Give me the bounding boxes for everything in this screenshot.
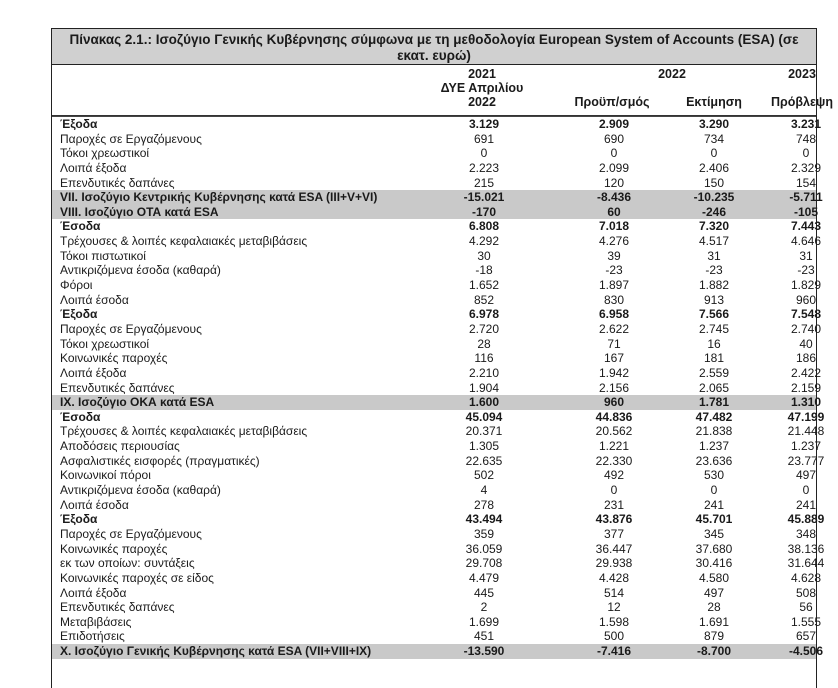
row-value: 4 — [480, 483, 488, 498]
row-value: -8.700 — [696, 644, 732, 659]
row-value: 497 — [703, 585, 725, 600]
row-value: 879 — [703, 629, 725, 644]
table-row — [52, 644, 824, 659]
row-value: 497 — [795, 468, 817, 483]
row-label: Φόροι — [60, 278, 93, 293]
header-2023-forecast: Πρόβλεψη — [771, 95, 833, 109]
table-header — [52, 65, 833, 116]
row-label: Έξοδα — [60, 117, 98, 131]
row-label: Επενδυτικές δαπάνες — [60, 600, 175, 615]
row-value: 514 — [603, 585, 625, 600]
row-value: 348 — [795, 526, 817, 541]
row-value: 492 — [603, 468, 625, 483]
row-value: 2.720 — [468, 321, 500, 336]
row-value: 830 — [603, 292, 625, 307]
row-label: Τρέχουσες & λοιπές κεφαλαιακές μεταβιβάσεις — [60, 424, 308, 439]
table-row — [52, 600, 816, 615]
row-value: 2.745 — [698, 321, 730, 336]
table-row — [52, 527, 816, 542]
table-row — [52, 629, 816, 644]
esa-balance-table — [51, 28, 833, 688]
row-value: 345 — [703, 526, 725, 541]
row-value: -7.416 — [596, 644, 632, 659]
row-label: Λοιπά έξοδα — [60, 160, 127, 175]
row-value: 359 — [473, 526, 495, 541]
row-label: Αντικριζόμενα έσοδα (καθαρά) — [60, 263, 221, 278]
row-label: Παροχές σε Εργαζόμενους — [60, 526, 202, 541]
row-value: 2.329 — [790, 160, 822, 175]
row-value: 4.646 — [790, 234, 822, 249]
row-value: 1.305 — [468, 439, 500, 454]
row-value: 2.422 — [790, 365, 822, 380]
row-value: 2.223 — [468, 160, 500, 175]
row-value: -23 — [705, 263, 723, 278]
row-value: 20.562 — [595, 424, 633, 439]
row-value: 241 — [795, 497, 817, 512]
row-value: 1.882 — [698, 278, 730, 293]
row-value: 2.559 — [698, 365, 730, 380]
table-row — [52, 321, 822, 337]
row-value: 960 — [795, 292, 817, 307]
row-value: 2.740 — [790, 321, 822, 336]
row-value: 530 — [703, 468, 725, 483]
row-value: 7.443 — [790, 219, 822, 234]
row-value: 39 — [607, 248, 621, 263]
row-value: 12 — [607, 600, 621, 615]
table-row — [52, 556, 825, 571]
table-row — [52, 512, 825, 527]
header-year-2021: 2021 — [468, 67, 496, 81]
row-value: 0 — [802, 146, 810, 161]
row-value: 150 — [703, 175, 725, 190]
row-value: 60 — [607, 204, 621, 219]
table-row — [52, 614, 822, 630]
row-value: 4.292 — [468, 234, 500, 249]
table-row — [52, 293, 816, 308]
row-value: 1.699 — [468, 614, 500, 629]
row-value: 2.622 — [598, 321, 630, 336]
row-value: 47.199 — [787, 409, 825, 424]
row-value: 120 — [603, 175, 625, 190]
row-value: 1.781 — [698, 395, 730, 410]
table-row — [52, 263, 816, 278]
row-value: 21.448 — [787, 424, 825, 439]
row-value: 4.276 — [598, 234, 630, 249]
row-value: -170 — [471, 204, 497, 219]
row-value: 748 — [795, 131, 817, 146]
row-value: 0 — [710, 483, 718, 498]
row-value: -23 — [797, 263, 815, 278]
row-value: 31 — [707, 248, 721, 263]
row-value: 31 — [799, 248, 813, 263]
row-value: 28 — [477, 336, 491, 351]
row-value: 40 — [799, 336, 813, 351]
row-value: 734 — [703, 131, 725, 146]
row-value: -4.506 — [788, 644, 824, 659]
row-value: 1.310 — [790, 395, 822, 410]
row-value: 45.701 — [695, 512, 733, 527]
row-label: VIII. Ισοζύγιο ΟΤΑ κατά ESA — [60, 204, 219, 219]
row-label: Λοιπά έσοδα — [60, 497, 129, 512]
row-value: -5.711 — [789, 190, 823, 205]
row-value: 241 — [703, 497, 725, 512]
row-value: 37.680 — [695, 541, 733, 556]
row-label: Έσοδα — [60, 219, 101, 234]
row-value: 181 — [703, 351, 725, 366]
table-row — [52, 439, 822, 454]
row-value: -246 — [701, 204, 727, 219]
row-value: 215 — [473, 175, 495, 190]
row-value: 20.371 — [465, 424, 503, 439]
row-label: Επιδοτήσεις — [60, 629, 125, 644]
row-value: 6.808 — [468, 219, 500, 234]
row-label: Επενδυτικές δαπάνες — [60, 380, 175, 395]
row-value: 451 — [473, 629, 495, 644]
header-year-2023: 2023 — [788, 67, 816, 81]
row-label: Λοιπά έξοδα — [60, 585, 127, 600]
row-label: Τρέχουσες & λοιπές κεφαλαιακές μεταβιβάσεις — [60, 234, 308, 249]
row-value: 28 — [707, 600, 721, 615]
row-value: 1.904 — [468, 380, 500, 395]
row-value: 30 — [477, 248, 491, 263]
row-value: 4.628 — [790, 570, 822, 585]
table-row — [52, 249, 816, 264]
row-value: 21.838 — [695, 424, 733, 439]
row-label: Κοινωνικές παροχές — [60, 351, 168, 366]
row-value: 154 — [795, 175, 817, 190]
row-value: 36.447 — [595, 541, 633, 556]
row-value: 186 — [795, 351, 817, 366]
row-value: 690 — [603, 131, 625, 146]
row-value: 502 — [473, 468, 495, 483]
row-value: 22.330 — [595, 453, 633, 468]
row-label: Αποδόσεις περιουσίας — [60, 439, 180, 454]
row-value: 4.517 — [698, 234, 730, 249]
table-row — [52, 176, 816, 191]
row-value: 691 — [473, 131, 495, 146]
row-value: 1.829 — [790, 278, 822, 293]
row-value: 3.231 — [790, 117, 822, 131]
table-row — [52, 278, 822, 293]
row-value: -13.590 — [463, 644, 505, 659]
row-value: -15.021 — [463, 190, 505, 205]
header-2021 — [427, 67, 537, 109]
row-value: 278 — [473, 497, 495, 512]
table-row — [52, 132, 816, 147]
table-row — [52, 380, 822, 396]
row-value: 500 — [603, 629, 625, 644]
row-value: 445 — [473, 585, 495, 600]
row-value: 1.237 — [790, 439, 822, 454]
row-value: 30.416 — [695, 556, 733, 571]
row-value: 1.600 — [468, 395, 500, 410]
row-value: 45.889 — [787, 512, 825, 527]
row-value: 1.237 — [698, 439, 730, 454]
row-value: 6.978 — [468, 307, 500, 322]
row-label: IX. Ισοζύγιο ΟΚΑ κατά ESA — [60, 395, 215, 410]
row-label: Μεταβιβάσεις — [60, 614, 132, 629]
row-value: 16 — [707, 336, 721, 351]
row-value: 2.065 — [698, 380, 730, 395]
table-title: Πίνακας 2.1.: Ισοζύγιο Γενικής Κυβέρνησης σύμφωνα με τη μεθοδολογία European System of Accounts (ESA) (σε εκατ. ευρώ) — [52, 29, 816, 65]
row-value: 3.129 — [468, 117, 500, 131]
table-row — [52, 424, 825, 439]
table-row — [52, 586, 816, 601]
header-year-2022: 2022 — [658, 67, 686, 81]
row-value: 38.136 — [787, 541, 825, 556]
row-value: 0 — [610, 483, 618, 498]
row-value: 7.018 — [598, 219, 630, 234]
row-value: 116 — [474, 351, 494, 366]
row-value: 7.566 — [698, 307, 730, 322]
table-row — [52, 351, 816, 366]
row-value: 1.691 — [698, 614, 730, 629]
row-value: 2.210 — [468, 365, 500, 380]
row-value: 0 — [710, 146, 718, 161]
row-value: 4.580 — [698, 570, 730, 585]
table-row — [52, 219, 822, 234]
row-value: 43.494 — [465, 512, 503, 527]
table-row — [52, 337, 816, 352]
row-value: 7.320 — [698, 219, 730, 234]
row-value: 960 — [603, 395, 625, 410]
row-value: 44.836 — [595, 409, 633, 424]
row-value: 23.777 — [787, 453, 825, 468]
table-row — [52, 234, 822, 249]
row-label: Τόκοι χρεωστικοί — [60, 146, 150, 161]
table-body — [52, 116, 825, 659]
table-row — [52, 468, 816, 483]
row-label: Παροχές σε Εργαζόμενους — [60, 321, 202, 336]
row-value: 3.290 — [698, 117, 730, 131]
table-row — [52, 483, 816, 498]
header-2022-estimate: Εκτίμηση — [686, 95, 742, 109]
row-label: Αντικριζόμενα έσοδα (καθαρά) — [60, 483, 221, 498]
row-label: Τόκοι χρεωστικοί — [60, 336, 150, 351]
row-value: 1.598 — [598, 614, 630, 629]
table-row — [52, 365, 822, 381]
row-value: 2.156 — [598, 380, 630, 395]
row-value: 56 — [799, 600, 813, 615]
row-value: 71 — [607, 336, 621, 351]
row-value: 2.099 — [598, 160, 630, 175]
header-2022-budget: Προϋπ/σμός — [574, 95, 650, 109]
row-value: 4.428 — [598, 570, 630, 585]
row-value: 2.159 — [790, 380, 822, 395]
row-value: 377 — [603, 526, 625, 541]
row-value: 23.636 — [695, 453, 733, 468]
table-row — [52, 116, 822, 132]
row-value: 29.708 — [465, 556, 503, 571]
row-label: εκ των οποίων: συντάξεις — [60, 556, 195, 571]
table-row — [52, 541, 825, 557]
row-label: Κοινωνικές παροχές σε είδος — [60, 570, 214, 585]
row-value: 43.876 — [595, 512, 633, 527]
row-label: VII. Ισοζύγιο Κεντρικής Κυβέρνησης κατά ESA (III+V+VI) — [60, 190, 378, 205]
row-value: 1.897 — [598, 278, 630, 293]
row-label: X. Ισοζύγιο Γενικής Κυβέρνησης κατά ESA (VII+VIII+IX) — [60, 644, 372, 659]
row-value: 1.221 — [598, 439, 630, 454]
table-row — [52, 307, 822, 322]
row-value: 231 — [603, 497, 625, 512]
row-label: Λοιπά έσοδα — [60, 292, 129, 307]
row-label: Παροχές σε Εργαζόμενους — [60, 131, 202, 146]
row-value: 36.059 — [465, 541, 503, 556]
header-2021-sub: ΔΥΕ Απριλίου 2022 — [440, 81, 524, 109]
row-value: -8.436 — [596, 190, 632, 205]
row-value: 167 — [603, 351, 625, 366]
row-label: Έξοδα — [60, 307, 98, 322]
row-value: 2.909 — [598, 117, 630, 131]
row-value: 47.482 — [695, 409, 733, 424]
row-value: 22.635 — [465, 453, 503, 468]
row-label: Επενδυτικές δαπάνες — [60, 175, 175, 190]
row-value: 1.942 — [598, 365, 630, 380]
row-value: 1.555 — [790, 614, 822, 629]
table-row — [52, 204, 819, 220]
table-row — [52, 453, 825, 469]
row-value: 29.938 — [595, 556, 633, 571]
row-label: Λοιπά έξοδα — [60, 365, 127, 380]
row-value: 2 — [480, 600, 488, 615]
table-row — [52, 146, 816, 161]
row-value: 657 — [795, 629, 817, 644]
row-value: 4.479 — [468, 570, 500, 585]
row-value: 31.644 — [787, 556, 825, 571]
row-label: Κοινωνικοί πόροι — [60, 468, 151, 483]
row-value: -105 — [793, 204, 819, 219]
row-value: 0 — [610, 146, 618, 161]
row-value: 0 — [480, 146, 488, 161]
row-label: Έσοδα — [60, 409, 101, 424]
table-row — [52, 395, 822, 410]
table-row — [52, 498, 816, 513]
row-value: 1.652 — [468, 278, 500, 293]
row-value: 0 — [802, 483, 810, 498]
row-value: 6.958 — [598, 307, 630, 322]
row-label: Έξοδα — [60, 512, 98, 527]
table-row — [52, 190, 823, 205]
table-row — [52, 160, 822, 176]
row-value: 913 — [703, 292, 725, 307]
row-label: Τόκοι πιστωτικοί — [60, 248, 146, 263]
table-row — [52, 409, 825, 425]
row-value: -10.235 — [693, 190, 735, 205]
row-label: Κοινωνικές παροχές — [60, 541, 168, 556]
row-value: 7.548 — [790, 307, 822, 322]
row-value: 2.406 — [698, 160, 730, 175]
row-label: Ασφαλιστικές εισφορές (πραγματικές) — [60, 453, 260, 468]
row-value: 852 — [473, 292, 495, 307]
row-value: 45.094 — [465, 409, 503, 424]
row-value: -18 — [475, 263, 493, 278]
row-value: 508 — [795, 585, 817, 600]
row-value: -23 — [605, 263, 623, 278]
table-row — [52, 570, 822, 586]
